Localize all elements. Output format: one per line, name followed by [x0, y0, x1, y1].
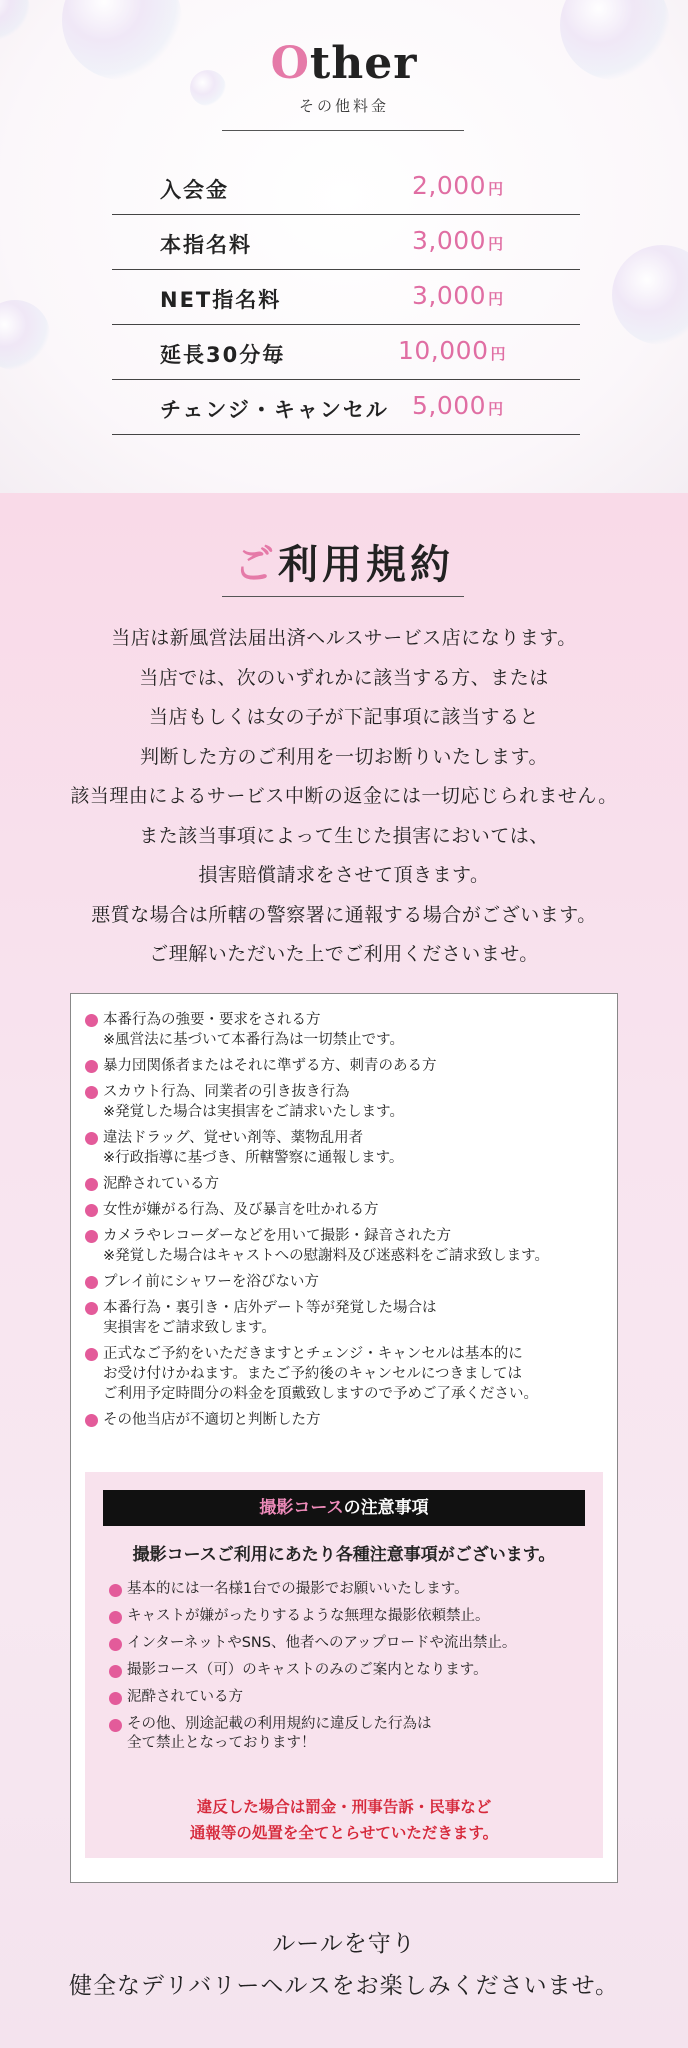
fee-table	[112, 160, 580, 435]
closing-line: ルールを守り	[272, 1931, 416, 1957]
bullet-icon	[85, 1302, 98, 1315]
intro-line: 当店は新風営法届出済ヘルスサービス店になります。	[111, 627, 577, 649]
rule-text: 泥酔されている方	[127, 1689, 243, 1705]
bullet-icon	[109, 1584, 122, 1597]
terms-intro	[0, 619, 688, 975]
terms-section	[0, 493, 688, 2048]
fee-row	[112, 380, 580, 435]
rule-note: ※発覚した場合は実損害をご請求いたします。	[103, 1104, 404, 1120]
fee-amount: 3,000	[412, 226, 487, 255]
fee-unit: 円	[488, 290, 504, 308]
fee-price	[412, 171, 504, 200]
bullet-icon	[85, 1178, 98, 1191]
header-highlight: 撮影コース	[259, 1498, 344, 1518]
fee-price	[412, 226, 504, 255]
rule-item	[85, 1128, 605, 1168]
photo-rule-item	[109, 1580, 579, 1599]
photo-course-header	[103, 1490, 585, 1526]
fee-price	[412, 391, 504, 420]
other-title	[0, 38, 688, 89]
rule-text: その他、別途記載の利用規約に違反した行為は	[127, 1716, 432, 1732]
bullet-icon	[85, 1414, 98, 1427]
bullet-icon	[109, 1719, 122, 1732]
rule-item	[85, 1056, 605, 1076]
rule-item	[85, 1410, 605, 1430]
photo-rule-item	[109, 1607, 579, 1626]
fee-row	[112, 270, 580, 325]
rule-text: インターネットやSNS、他者へのアップロードや流出禁止。	[127, 1635, 517, 1651]
fee-label: 延長30分毎	[160, 343, 286, 367]
fee-label: NET指名料	[160, 288, 282, 312]
rule-note: 実損害をご請求致します。	[103, 1320, 276, 1336]
rule-note: ※行政指導に基づき、所轄警察に通報します。	[103, 1150, 404, 1166]
intro-line: ご理解いただいた上でご利用くださいませ。	[149, 943, 539, 965]
closing-message	[0, 1923, 688, 2007]
rule-text: 基本的には一名様1台での撮影でお願いいたします。	[127, 1581, 469, 1597]
rule-item	[85, 1010, 605, 1050]
fee-price	[412, 281, 504, 310]
fee-amount: 3,000	[412, 281, 487, 310]
fee-unit: 円	[488, 400, 504, 418]
rule-text: 違法ドラッグ、覚せい剤等、薬物乱用者	[103, 1130, 364, 1146]
bullet-icon	[109, 1638, 122, 1651]
bullet-icon	[85, 1348, 98, 1361]
fee-label: 本指名料	[160, 233, 252, 257]
bullet-icon	[85, 1086, 98, 1099]
rule-note: 全て禁止となっております！	[127, 1735, 316, 1751]
bullet-icon	[85, 1014, 98, 1027]
rule-item	[85, 1226, 605, 1266]
bullet-icon	[109, 1611, 122, 1624]
fee-amount: 10,000	[398, 336, 489, 365]
fee-row	[112, 325, 580, 380]
photo-rule-item	[109, 1634, 579, 1653]
title-rest: ther	[309, 38, 418, 89]
rule-text: 女性が嫌がる行為、及び暴言を吐かれる方	[103, 1202, 379, 1218]
fee-unit: 円	[490, 345, 506, 363]
rule-text: 正式なご予約をいただきますとチェンジ・キャンセルは基本的に	[103, 1346, 523, 1362]
photo-rule-item	[109, 1688, 579, 1707]
title-initial: ご	[234, 541, 278, 588]
warning-line: 通報等の処置を全てとらせていただきます。	[189, 1824, 499, 1842]
rule-item	[85, 1272, 605, 1292]
fee-row	[112, 215, 580, 270]
rule-note: ご利用予定時間分の料金を頂戴致しますので予めご了承ください。	[103, 1386, 538, 1402]
intro-line: 悪質な場合は所轄の警察署に通報する場合がございます。	[91, 903, 597, 926]
rule-note: ※風営法に基づいて本番行為は一切禁止です。	[103, 1032, 404, 1048]
bubble-decoration	[0, 0, 30, 40]
title-divider	[222, 130, 464, 131]
intro-line: 当店もしくは女の子が下記事項に該当すると	[148, 706, 539, 728]
rule-text: プレイ前にシャワーを浴びない方	[103, 1274, 319, 1290]
bullet-icon	[85, 1230, 98, 1243]
bullet-icon	[85, 1132, 98, 1145]
other-fees-section	[0, 0, 688, 493]
bubble-decoration	[0, 300, 50, 370]
fee-unit: 円	[488, 180, 504, 198]
photo-course-box	[85, 1472, 603, 1858]
terms-title	[0, 533, 688, 590]
bullet-icon	[109, 1692, 122, 1705]
intro-line: 損害賠償請求をさせて頂きます。	[198, 864, 490, 886]
fee-amount: 5,000	[412, 391, 487, 420]
fee-label: 入会金	[160, 178, 229, 202]
rule-item	[85, 1344, 605, 1404]
fee-unit: 円	[488, 235, 504, 253]
header-rest: の注意事項	[343, 1498, 429, 1518]
rule-text: 本番行為の強要・要求をされる方	[103, 1012, 321, 1028]
intro-line: 判断した方のご利用を一切お断りいたします。	[140, 745, 548, 768]
other-subtitle: その他料金	[298, 97, 389, 115]
fee-label: チェンジ・キャンセル	[160, 398, 389, 422]
rule-text: その他当店が不適切と判断した方	[103, 1412, 321, 1428]
fee-price	[398, 336, 506, 365]
rule-note: お受け付けかねます。またご予約後のキャンセルにつきましては	[103, 1366, 523, 1382]
photo-course-lead: 撮影コースご利用にあたり各種注意事項がございます。	[132, 1545, 556, 1565]
rules-box	[70, 993, 618, 1883]
bullet-icon	[85, 1204, 98, 1217]
warning-line: 違反した場合は罰金・刑事告訴・民事など	[196, 1798, 492, 1816]
title-initial: O	[270, 38, 310, 89]
rule-item	[85, 1200, 605, 1220]
fee-row	[112, 160, 580, 215]
rule-text: 本番行為・裏引き・店外デート等が発覚した場合は	[103, 1300, 437, 1316]
rule-item	[85, 1298, 605, 1338]
closing-line: 健全なデリバリーヘルスをお楽しみくださいませ。	[69, 1973, 619, 1999]
rule-text: カメラやレコーダーなどを用いて撮影・録音された方	[103, 1228, 451, 1244]
intro-line: また該当事項によって生じた損害においては、	[139, 824, 549, 847]
bullet-icon	[109, 1665, 122, 1678]
rule-text: キャストが嫌がったりするような無理な撮影依頼禁止。	[127, 1608, 490, 1624]
bullet-icon	[85, 1060, 98, 1073]
rules-list	[85, 1010, 605, 1436]
photo-course-list	[109, 1580, 579, 1761]
rule-text: 撮影コース（可）のキャストのみのご案内となります。	[127, 1662, 488, 1678]
fee-amount: 2,000	[412, 171, 487, 200]
intro-line: 当店では、次のいずれかに該当する方、または	[139, 666, 549, 689]
bullet-icon	[85, 1276, 98, 1289]
title-divider	[222, 596, 464, 597]
photo-course-warning	[85, 1794, 603, 1846]
rule-text: 泥酔されている方	[103, 1176, 219, 1192]
bubble-decoration	[612, 245, 688, 345]
title-rest: 利用規約	[278, 541, 454, 588]
rule-item	[85, 1082, 605, 1122]
intro-line: 該当理由によるサービス中断の返金には一切応じられません。	[70, 785, 618, 807]
photo-rule-item	[109, 1715, 579, 1753]
rule-item	[85, 1174, 605, 1194]
photo-rule-item	[109, 1661, 579, 1680]
rule-text: スカウト行為、同業者の引き抜き行為	[103, 1084, 350, 1100]
rule-text: 暴力団関係者またはそれに準ずる方、刺青のある方	[103, 1058, 437, 1074]
rule-note: ※発覚した場合はキャストへの慰謝料及び迷惑料をご請求致します。	[103, 1248, 549, 1264]
